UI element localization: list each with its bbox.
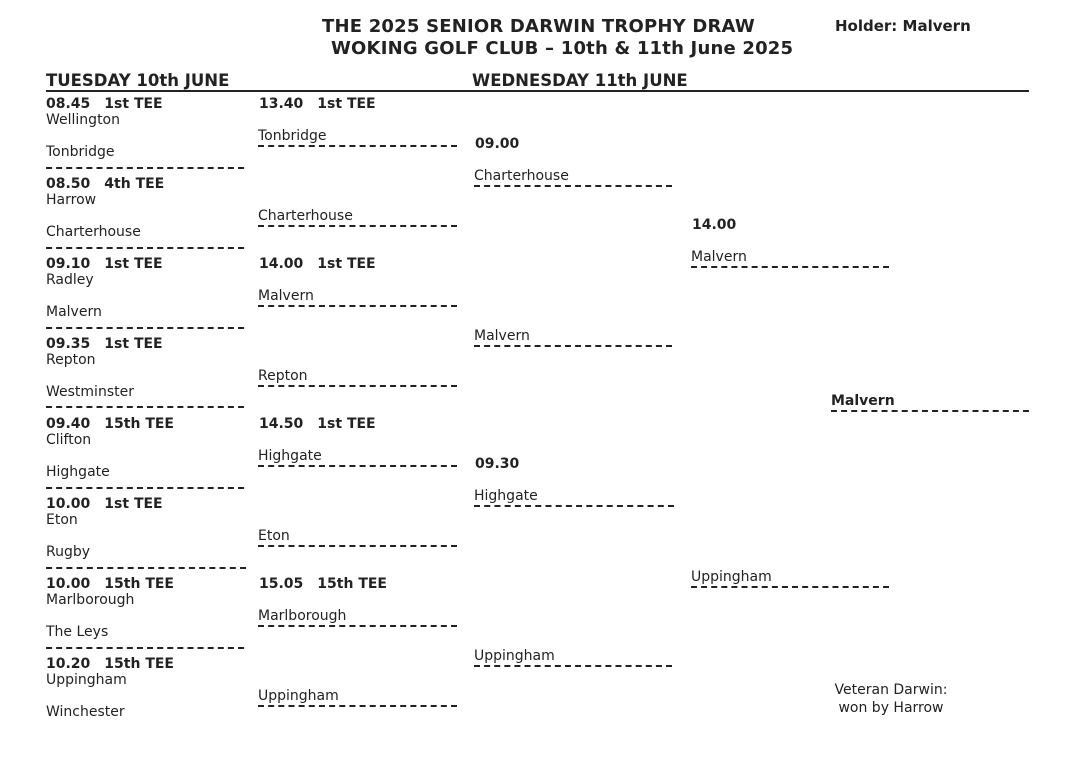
round2-match-time xyxy=(259,416,376,432)
round1-team: The Leys xyxy=(46,624,109,640)
match-tee: 1st TEE xyxy=(317,96,376,112)
match-separator xyxy=(46,567,246,569)
match-time: 10.00 xyxy=(46,496,91,512)
match-separator xyxy=(46,406,244,408)
round1-team: Uppingham xyxy=(46,672,127,688)
round1-match-time xyxy=(46,416,174,432)
final-winner: Uppingham xyxy=(691,569,889,588)
round2-winner: Repton xyxy=(258,368,457,387)
match-tee: 1st TEE xyxy=(104,496,163,512)
match-time: 09.35 xyxy=(46,336,91,352)
round1-match-time xyxy=(46,96,163,112)
veteran-note xyxy=(826,682,956,716)
match-time: 09.40 xyxy=(46,416,91,432)
match-separator xyxy=(46,327,244,329)
round1-match-time xyxy=(46,576,174,592)
match-time: 15.05 xyxy=(259,576,304,592)
final-time: 14.00 xyxy=(692,217,737,233)
match-time: 10.20 xyxy=(46,656,91,672)
round1-match-time xyxy=(46,656,174,672)
round2-match-time xyxy=(259,576,387,592)
round1-team: Tonbridge xyxy=(46,144,115,160)
semifinal-time: 09.30 xyxy=(475,456,520,472)
match-time: 08.45 xyxy=(46,96,91,112)
round2-winner: Highgate xyxy=(258,448,457,467)
semifinal-winner: Highgate xyxy=(474,488,674,507)
round2-match-time xyxy=(259,256,376,272)
round1-team: Westminster xyxy=(46,384,134,400)
match-time: 09.10 xyxy=(46,256,91,272)
title-line-1: THE 2025 SENIOR DARWIN TROPHY DRAW xyxy=(322,16,755,37)
round2-winner: Uppingham xyxy=(258,688,457,707)
round1-team: Repton xyxy=(46,352,96,368)
day-header-wednesday: WEDNESDAY 11th JUNE xyxy=(472,71,688,90)
match-tee: 1st TEE xyxy=(317,256,376,272)
semifinal-time: 09.00 xyxy=(475,136,520,152)
day-header-tuesday: TUESDAY 10th JUNE xyxy=(46,71,230,90)
match-tee: 1st TEE xyxy=(104,96,163,112)
veteran-line-2: won by Harrow xyxy=(838,700,944,716)
semifinal-winner: Uppingham xyxy=(474,648,672,667)
semifinal-winner: Malvern xyxy=(474,328,672,347)
round2-winner: Malvern xyxy=(258,288,457,307)
match-time: 08.50 xyxy=(46,176,91,192)
header-rule xyxy=(46,90,1029,92)
champion: Malvern xyxy=(831,393,1029,412)
match-time: 10.00 xyxy=(46,576,91,592)
match-separator xyxy=(46,167,244,169)
match-time: 14.00 xyxy=(259,256,304,272)
round2-winner: Tonbridge xyxy=(258,128,457,147)
match-tee: 15th TEE xyxy=(104,416,174,432)
match-separator xyxy=(46,487,244,489)
round1-team: Malvern xyxy=(46,304,102,320)
round1-team: Eton xyxy=(46,512,78,528)
match-tee: 15th TEE xyxy=(104,576,174,592)
match-separator xyxy=(46,647,244,649)
round2-winner: Charterhouse xyxy=(258,208,457,227)
match-time: 13.40 xyxy=(259,96,304,112)
round2-winner: Marlborough xyxy=(258,608,457,627)
match-separator xyxy=(46,247,244,249)
round2-winner: Eton xyxy=(258,528,457,547)
round1-match-time xyxy=(46,496,163,512)
match-tee: 1st TEE xyxy=(317,416,376,432)
match-tee: 15th TEE xyxy=(104,656,174,672)
round1-team: Wellington xyxy=(46,112,120,128)
round2-match-time xyxy=(259,96,376,112)
holder-label: Holder: Malvern xyxy=(835,17,971,35)
round1-team: Charterhouse xyxy=(46,224,141,240)
veteran-line-1: Veteran Darwin: xyxy=(834,682,948,698)
match-tee: 15th TEE xyxy=(317,576,387,592)
match-tee: 4th TEE xyxy=(104,176,165,192)
round1-team: Clifton xyxy=(46,432,92,448)
match-time: 14.50 xyxy=(259,416,304,432)
round1-team: Rugby xyxy=(46,544,91,560)
match-tee: 1st TEE xyxy=(104,256,163,272)
round1-team: Marlborough xyxy=(46,592,135,608)
round1-team: Radley xyxy=(46,272,94,288)
title-line-2: WOKING GOLF CLUB – 10th & 11th June 2025 xyxy=(331,38,794,59)
round1-match-time xyxy=(46,176,164,192)
match-tee: 1st TEE xyxy=(104,336,163,352)
round1-match-time xyxy=(46,336,163,352)
round1-team: Harrow xyxy=(46,192,97,208)
final-winner: Malvern xyxy=(691,249,889,268)
semifinal-winner: Charterhouse xyxy=(474,168,672,187)
round1-team: Winchester xyxy=(46,704,125,720)
round1-team: Highgate xyxy=(46,464,110,480)
round1-match-time xyxy=(46,256,163,272)
